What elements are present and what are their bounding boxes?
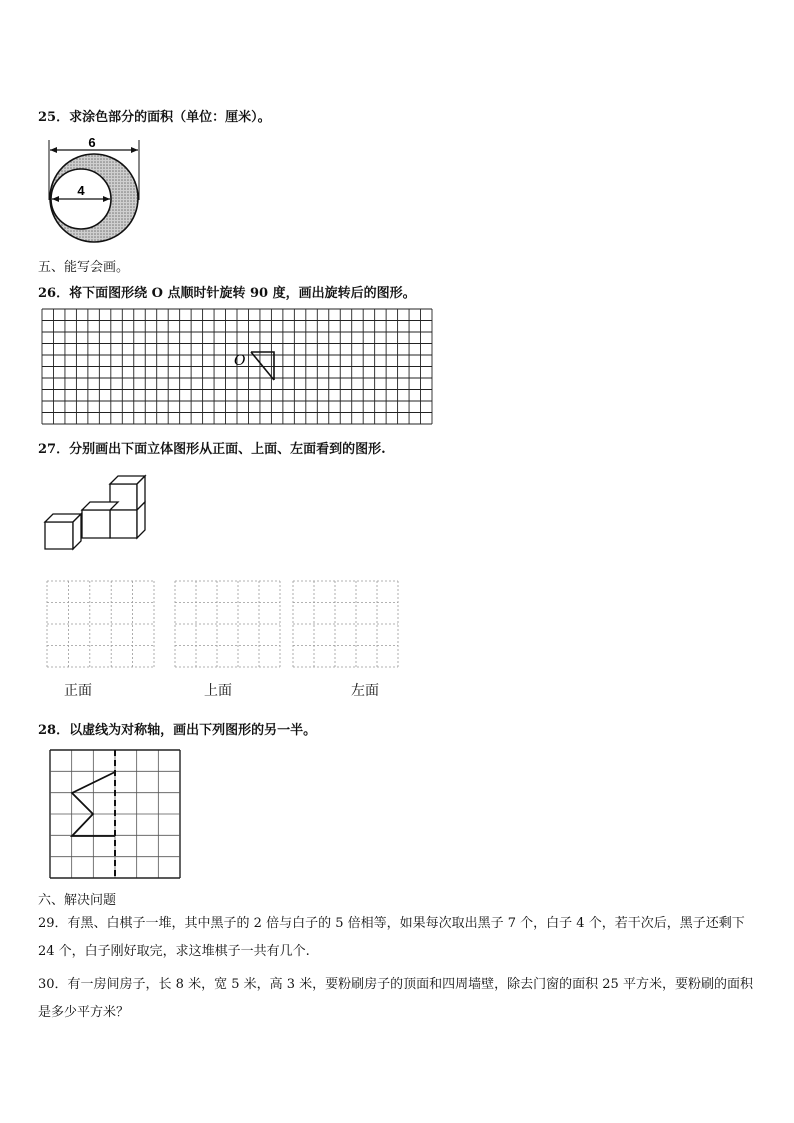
section6-title: 六、解决问题 xyxy=(38,893,117,908)
q28-title xyxy=(38,719,316,738)
q29-number: 29． xyxy=(38,916,68,931)
q27-text: 分别画出下面立体图形从正面、上面、左面看到的图形. xyxy=(69,442,386,457)
front-view-grid xyxy=(47,581,154,667)
section5-title: 五、能写会画。 xyxy=(38,260,130,275)
top-view-grid xyxy=(175,581,280,667)
q29-block xyxy=(38,910,758,966)
q25-text: 求涂色部分的面积（单位：厘米）。 xyxy=(69,110,271,125)
front-view-label: 正面 xyxy=(64,683,92,699)
q26-title xyxy=(38,282,416,301)
q25-circle-figure xyxy=(40,134,150,246)
point-o-label: O xyxy=(234,353,246,369)
q28-text: 以虚线为对称轴，画出下列图形的另一半。 xyxy=(69,723,317,738)
q27-cube-figure xyxy=(40,470,155,554)
outer-diameter-label: 6 xyxy=(88,135,96,150)
q25-number: 25． xyxy=(38,110,70,125)
q26-grid xyxy=(42,309,432,424)
left-view-label: 左面 xyxy=(351,683,379,699)
q30-number: 30． xyxy=(38,977,68,992)
q27-number: 27． xyxy=(38,442,70,457)
q25-title xyxy=(38,106,271,125)
top-view-label: 上面 xyxy=(204,683,232,699)
q28-grid xyxy=(50,750,180,878)
left-view-grid xyxy=(293,581,398,667)
q27-title xyxy=(38,438,386,457)
q28-number: 28． xyxy=(38,723,70,738)
q26-number: 26． xyxy=(38,286,70,301)
q30-text: 有一房间房子，长 8 米，宽 5 米，高 3 米，要粉刷房子的顶面和四周墙壁，除去门窗的面积 25 平方米，要粉刷的面积是多少平方米？ xyxy=(38,977,753,1020)
q29-text: 有黑、白棋子一堆，其中黑子的 2 倍与白子的 5 倍相等，如果每次取出黑子 7 个，白子 4 个，若干次后，黑子还剩下 24 个，白子刚好取完，求这堆棋子一共有几个. xyxy=(38,916,745,959)
q30-block xyxy=(38,971,758,1027)
inner-diameter-label: 4 xyxy=(77,183,85,198)
q26-text: 将下面图形绕 O 点顺时针旋转 90 度，画出旋转后的图形。 xyxy=(69,286,416,301)
